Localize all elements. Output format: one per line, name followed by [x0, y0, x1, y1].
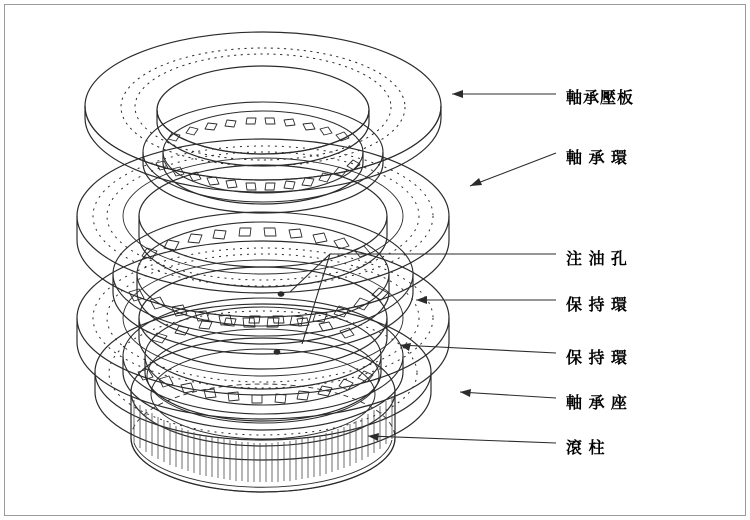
part-bearing-ring-lower: [77, 241, 449, 419]
callout-label-bearing-pressure-plate: 軸承壓板: [566, 90, 635, 107]
callout-label-bearing-seat: 軸 承 座: [566, 395, 628, 412]
part-upper-cage-assembly: [143, 102, 383, 213]
part-middle-cage: [113, 212, 413, 354]
callout-label-retaining-ring-upper: 保 持 環: [566, 297, 628, 314]
callout-label-oil-injection-hole: 注 油 孔: [566, 251, 628, 268]
callout-label-bearing-ring: 軸 承 環: [566, 150, 628, 167]
callout-label-roller: 滾 柱: [566, 440, 606, 457]
part-lower-cage: [123, 298, 403, 430]
callout-label-retaining-ring-lower: 保 持 環: [566, 350, 628, 367]
